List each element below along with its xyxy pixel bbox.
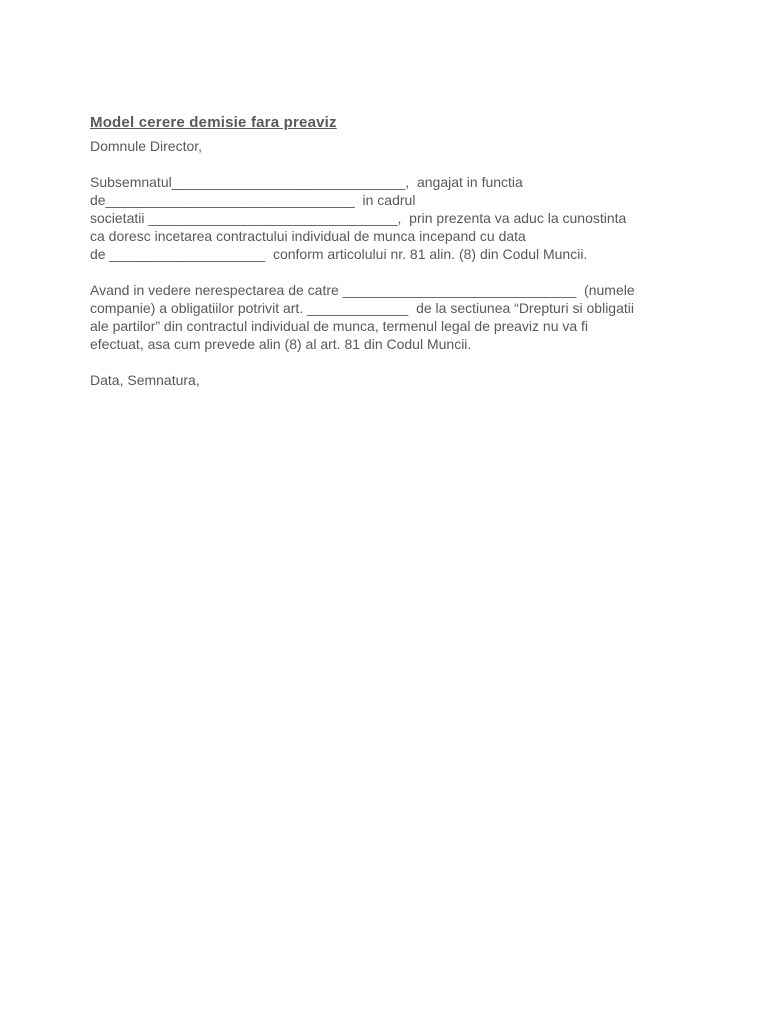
paragraph-2 bbox=[90, 281, 690, 353]
closing-text: Data, Semnatura, bbox=[90, 372, 200, 388]
paragraph-1 bbox=[90, 173, 690, 263]
salutation-text: Domnule Director, bbox=[90, 138, 203, 154]
closing bbox=[90, 371, 690, 389]
paragraph-2-line: Avand in vedere nerespectarea de catre ______________________________ (numele bbox=[90, 282, 635, 298]
paragraph-1-line: Subsemnatul______________________________, angajat in functia bbox=[90, 174, 523, 190]
paragraph-1-line: ca doresc incetarea contractului individual de munca incepand cu data bbox=[90, 228, 526, 244]
document-title: Model cerere demisie fara preaviz bbox=[90, 114, 337, 131]
paragraph-2-line: ale partilor” din contractul individual de munca, termenul legal de preaviz nu va fi bbox=[90, 318, 589, 334]
paragraph-1-line: de________________________________ in cadrul bbox=[90, 192, 416, 208]
paragraph-2-line: efectuat, asa cum prevede alin (8) al art. 81 din Codul Muncii. bbox=[90, 336, 472, 352]
salutation bbox=[90, 137, 690, 155]
document-content bbox=[90, 113, 690, 407]
paragraph-2-line: companie) a obligatiilor potrivit art. _____________ de la sectiunea “Drepturi si obligatii bbox=[90, 300, 634, 316]
paragraph-1-line: societatii ________________________________, prin prezenta va aduc la cunostinta bbox=[90, 210, 627, 226]
paragraph-1-line: de ____________________ conform articolului nr. 81 alin. (8) din Codul Muncii. bbox=[90, 246, 588, 262]
